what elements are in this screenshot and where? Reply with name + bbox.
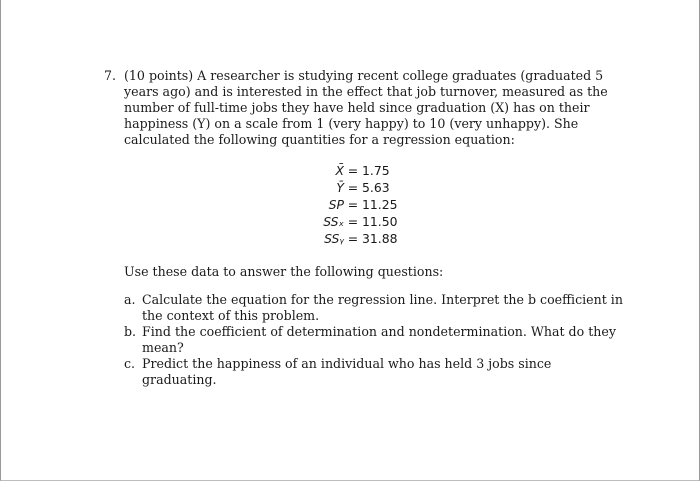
sub-question-text: Calculate the equation for the regression line. Interpret the b coefficient in the context of this problem. — [142, 292, 623, 323]
question-number: 7. — [104, 68, 117, 83]
sub-question-text: Predict the happiness of an individual who has held 3 jobs since graduating. — [142, 356, 552, 387]
equation-lhs: Ȳ — [336, 180, 344, 195]
sub-question-letter: c. — [124, 356, 136, 371]
equals-sign: = — [347, 197, 359, 212]
equation-sp — [290, 196, 397, 213]
equation-ss-y — [290, 230, 397, 247]
equation-x-mean — [290, 162, 397, 179]
equals-sign: = — [347, 214, 359, 229]
equation-ss-x — [290, 213, 397, 230]
equation-lhs: SSₓ — [323, 214, 344, 229]
equation-value: 11.25 — [362, 197, 398, 212]
equation-value: 11.50 — [362, 214, 398, 229]
question-7 — [104, 68, 624, 148]
equation-lhs: SP — [328, 197, 344, 212]
equation-lhs: SSᵧ — [324, 231, 344, 246]
equation-block — [290, 162, 397, 247]
sub-question-letter: b. — [124, 324, 137, 339]
sub-question-letter: a. — [124, 292, 136, 307]
sub-question-text: Find the coefficient of determination and nondetermination. What do they mean? — [142, 324, 616, 355]
equation-value: 5.63 — [362, 180, 390, 195]
equation-lhs: X̄ — [335, 163, 344, 178]
question-header — [104, 68, 624, 148]
equation-value: 1.75 — [362, 163, 390, 178]
sub-question-c — [124, 356, 624, 388]
instruction-text: Use these data to answer the following questions: — [124, 264, 444, 279]
equals-sign: = — [347, 163, 359, 178]
equation-y-mean — [290, 179, 397, 196]
equation-value: 31.88 — [362, 231, 398, 246]
sub-question-a — [124, 292, 624, 324]
equals-sign: = — [347, 180, 359, 195]
question-text: (10 points) A researcher is studying recent college graduates (graduated 5 years ago) and is interested in the effect that job turnover, measured as the number of full-time jobs they have held since graduation (X) has on their happiness (Y) on a scale from 1 (very happy) to 10 (very unhappy). She calculated the following quantities for a regression equation: — [124, 68, 608, 147]
equals-sign: = — [347, 231, 359, 246]
sub-question-b — [124, 324, 624, 356]
sub-question-list — [124, 292, 624, 388]
